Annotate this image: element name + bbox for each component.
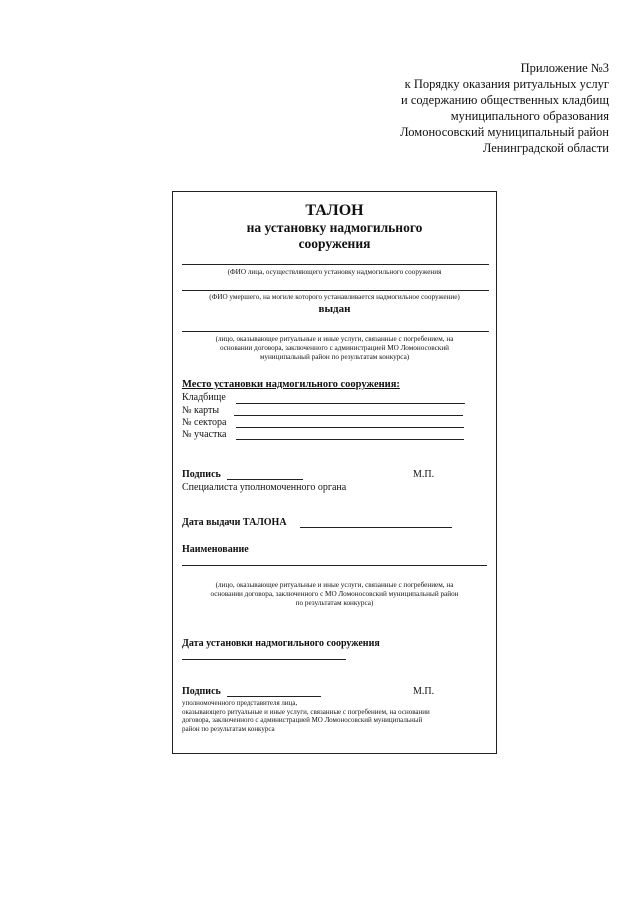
form-title: ТАЛОН bbox=[305, 202, 364, 219]
deceased-caption: (ФИО умершего, на могиле которого устанавливается надмогильное сооружение) bbox=[209, 293, 460, 301]
header-line: муниципального образования bbox=[450, 109, 609, 123]
provider-caption-2 bbox=[173, 581, 496, 608]
signature-field-2[interactable] bbox=[227, 696, 321, 697]
plot-number-field[interactable] bbox=[236, 439, 464, 440]
deceased-name-line[interactable] bbox=[182, 290, 489, 291]
form-subtitle: сооружения bbox=[298, 236, 371, 251]
specialist-label: Специалиста уполномоченного органа bbox=[182, 482, 347, 493]
appendix-header bbox=[400, 60, 609, 156]
representative-caption bbox=[182, 699, 482, 733]
provider-name-field[interactable] bbox=[182, 565, 487, 566]
stamp-label-2: М.П. bbox=[413, 686, 435, 697]
issue-date-label: Дата выдачи ТАЛОНА bbox=[182, 517, 287, 528]
coupon-form bbox=[172, 191, 497, 754]
signature-label-2: Подпись bbox=[182, 686, 221, 697]
installer-caption: (ФИО лица, осуществляющего установку надмогильного сооружения bbox=[227, 268, 442, 276]
plot-number-label: № участка bbox=[182, 429, 227, 440]
sector-number-field[interactable] bbox=[236, 427, 464, 428]
map-number-label: № карты bbox=[182, 405, 220, 416]
caption-line: оказывающего ритуальные и иные услуги, связанные с погребением, на основании bbox=[182, 707, 430, 716]
caption-line: уполномоченного представителя лица, bbox=[182, 699, 298, 707]
issued-label: выдан bbox=[318, 303, 351, 315]
header-line: к Порядку оказания ритуальных услуг bbox=[404, 77, 609, 91]
installer-name-line[interactable] bbox=[182, 264, 489, 265]
install-date-label: Дата установки надмогильного сооружения bbox=[182, 638, 380, 649]
issue-date-field[interactable] bbox=[300, 527, 452, 528]
signature-label: Подпись bbox=[182, 469, 221, 480]
caption-line: по результатам конкурса) bbox=[295, 599, 374, 607]
provider-name-line[interactable] bbox=[182, 331, 489, 332]
caption-line: район по результатам конкурса bbox=[182, 724, 275, 733]
caption-line: договора, заключенного с администрацией МО Ломоносовский муниципальный bbox=[182, 716, 423, 724]
place-heading: Место установки надмогильного сооружения: bbox=[182, 379, 400, 390]
caption-line: (лицо, оказывающее ритуальные и иные услуги, связанные с погребением, на bbox=[215, 581, 454, 589]
cemetery-field[interactable] bbox=[236, 403, 465, 404]
signature-field[interactable] bbox=[227, 479, 303, 480]
header-line: Приложение №3 bbox=[520, 61, 609, 75]
header-line: Ломоносовский муниципальный район bbox=[400, 125, 609, 139]
header-line: Ленинградской области bbox=[482, 141, 609, 155]
caption-line: основании договора, заключенного с МО Ломоносовский муниципальный район bbox=[210, 590, 459, 598]
form-subtitle: на установку надмогильного bbox=[246, 220, 423, 235]
stamp-label: М.П. bbox=[413, 469, 435, 480]
install-date-field[interactable] bbox=[182, 659, 346, 660]
header-line: и содержанию общественных кладбищ bbox=[401, 93, 609, 107]
caption-line: (лицо, оказывающее ритуальные и иные услуги, связанные с погребением, на bbox=[215, 335, 454, 343]
caption-line: основании договора, заключенного с администрацией МО Ломоносовский bbox=[219, 344, 450, 352]
provider-caption bbox=[173, 335, 496, 362]
map-number-field[interactable] bbox=[234, 415, 463, 416]
cemetery-label: Кладбище bbox=[182, 392, 226, 403]
name-label: Наименование bbox=[182, 544, 249, 555]
caption-line: муниципальный район по результатам конкурса) bbox=[259, 353, 410, 361]
sector-number-label: № сектора bbox=[182, 417, 227, 428]
